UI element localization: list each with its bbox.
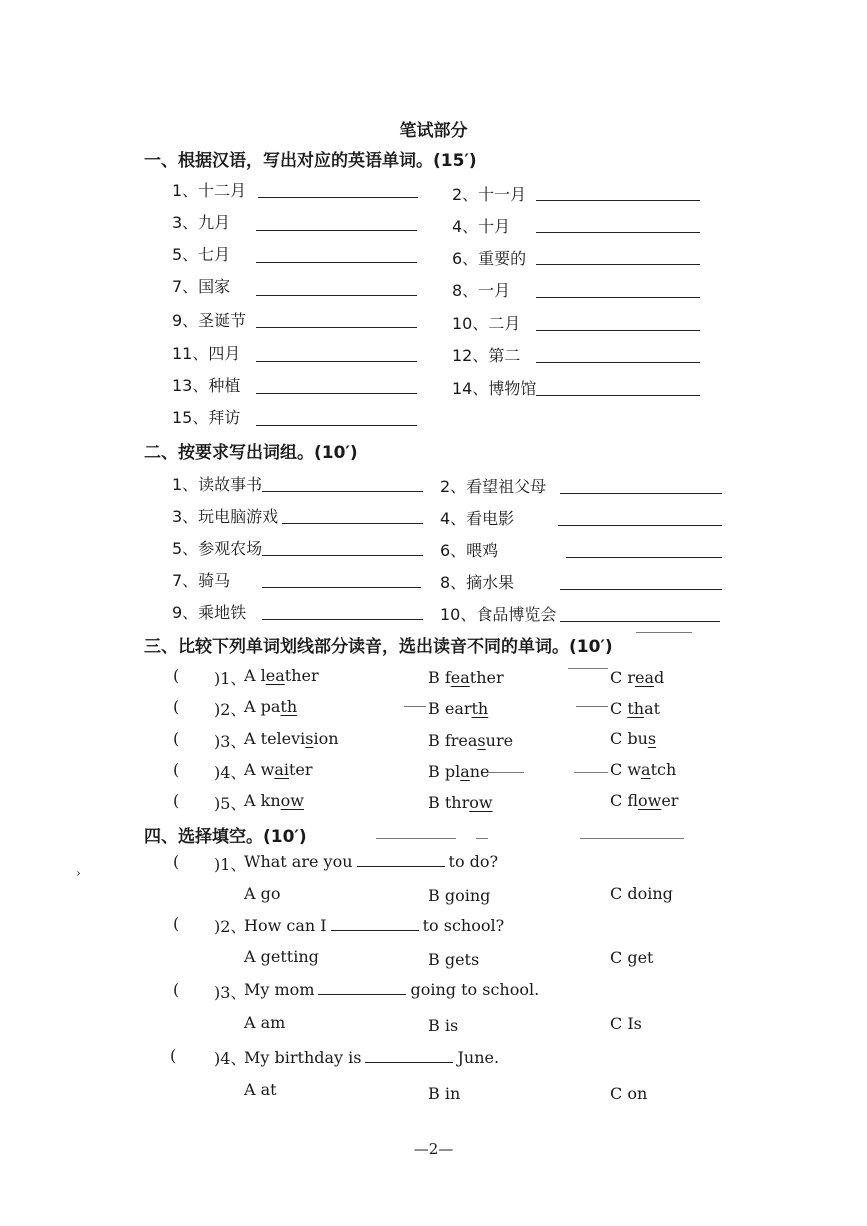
answer-paren[interactable]: ( <box>173 729 180 748</box>
answer-paren[interactable]: ( <box>170 1046 177 1065</box>
s2-answer-blank[interactable] <box>262 555 423 556</box>
s2-answer-blank[interactable] <box>262 619 423 620</box>
s1-answer-blank[interactable] <box>536 330 700 331</box>
s2-answer-blank[interactable] <box>558 525 722 526</box>
option-a: A know <box>244 791 304 810</box>
question-number: )2、 <box>214 917 247 936</box>
option-a: A waiter <box>244 760 313 779</box>
s1-answer-blank[interactable] <box>536 264 700 265</box>
s2-answer-blank[interactable] <box>262 587 421 588</box>
section-3-heading: 三、比较下列单词划线部分读音，选出读音不同的单词。(10′) <box>144 637 613 657</box>
s2-answer-blank[interactable] <box>282 523 423 524</box>
s1-item-label: 4、十月 <box>452 217 511 236</box>
s1-answer-blank[interactable] <box>256 295 417 296</box>
scan-stray-line <box>376 838 456 839</box>
answer-paren[interactable]: ( <box>173 852 180 871</box>
question-number: )4、 <box>214 1049 247 1068</box>
answer-paren[interactable]: ( <box>173 760 180 779</box>
s2-item-label: 9、乘地铁 <box>172 603 247 622</box>
s1-item-label: 12、第二 <box>452 346 521 365</box>
s1-item-label: 8、一月 <box>452 281 511 300</box>
s1-answer-blank[interactable] <box>536 362 700 363</box>
fill-blank[interactable] <box>331 916 419 931</box>
option-c: C flower <box>610 791 679 810</box>
scan-stray-line <box>488 772 524 773</box>
s2-answer-blank[interactable] <box>560 493 722 494</box>
option-a: A am <box>244 1013 286 1032</box>
s1-answer-blank[interactable] <box>536 200 700 201</box>
option-c: C doing <box>610 884 673 903</box>
option-c: C on <box>610 1084 648 1103</box>
option-c: C get <box>610 948 654 967</box>
s2-answer-blank[interactable] <box>262 491 423 492</box>
question-number: )1、 <box>214 855 247 874</box>
s1-item-label: 15、拜访 <box>172 408 241 427</box>
s2-item-label: 4、看电影 <box>440 509 515 528</box>
s1-item-label: 6、重要的 <box>452 249 527 268</box>
s2-item-label: 8、摘水果 <box>440 573 515 592</box>
s2-answer-blank[interactable] <box>560 621 720 622</box>
question-number: )3、 <box>214 983 247 1002</box>
question-number: )4、 <box>214 763 247 782</box>
scan-stray-line <box>580 838 684 839</box>
option-b: B going <box>428 886 491 905</box>
option-a: A at <box>244 1080 277 1099</box>
answer-paren[interactable]: ( <box>173 914 180 933</box>
answer-paren[interactable]: ( <box>173 697 180 716</box>
scan-stray-line <box>636 632 692 633</box>
s1-item-label: 10、二月 <box>452 314 521 333</box>
option-b: B earth <box>428 699 489 718</box>
s2-item-label: 7、骑马 <box>172 571 231 590</box>
s1-item-label: 3、九月 <box>172 213 231 232</box>
s1-answer-blank[interactable] <box>256 393 417 394</box>
s1-item-label: 11、四月 <box>172 344 241 363</box>
question-number: )1、 <box>214 669 247 688</box>
fill-blank[interactable] <box>357 852 445 867</box>
scan-stray-line <box>476 838 488 839</box>
s2-item-label: 1、读故事书 <box>172 475 263 494</box>
s2-item-label: 5、参观农场 <box>172 539 263 558</box>
question-number: )5、 <box>214 794 247 813</box>
s1-answer-blank[interactable] <box>536 232 700 233</box>
s1-answer-blank[interactable] <box>256 361 417 362</box>
section-2-heading: 二、按要求写出词组。(10′) <box>144 443 358 463</box>
s2-item-label: 6、喂鸡 <box>440 541 499 560</box>
option-b: B is <box>428 1016 459 1035</box>
answer-paren[interactable]: ( <box>173 980 180 999</box>
option-b: B in <box>428 1084 461 1103</box>
s1-item-label: 5、七月 <box>172 245 231 264</box>
option-a: A go <box>244 884 281 903</box>
page-number: —2— <box>413 1140 454 1158</box>
s2-item-label: 2、看望祖父母 <box>440 477 547 496</box>
s1-answer-blank[interactable] <box>536 395 700 396</box>
s2-answer-blank[interactable] <box>560 589 722 590</box>
s1-item-label: 9、圣诞节 <box>172 311 247 330</box>
scan-stray-line <box>576 706 608 707</box>
option-a: A path <box>244 697 298 716</box>
answer-paren[interactable]: ( <box>173 666 180 685</box>
s1-item-label: 7、国家 <box>172 277 231 296</box>
answer-paren[interactable]: ( <box>173 791 180 810</box>
option-c: C watch <box>610 760 677 779</box>
question-stem: My birthday is June. <box>244 1048 500 1067</box>
s1-item-label: 13、种植 <box>172 376 241 395</box>
s1-item-label: 2、十一月 <box>452 185 527 204</box>
section-1-heading: 一、根据汉语，写出对应的英语单词。(15′) <box>144 151 477 171</box>
scan-stray-line <box>404 706 426 707</box>
s2-answer-blank[interactable] <box>566 557 722 558</box>
scan-stray-line <box>574 772 608 773</box>
option-c: C bus <box>610 729 657 748</box>
s1-item-label: 14、博物馆 <box>452 379 537 398</box>
s2-item-label: 10、食品博览会 <box>440 605 557 624</box>
option-a: A getting <box>244 947 319 966</box>
s1-answer-blank[interactable] <box>258 197 418 198</box>
option-c: C Is <box>610 1014 642 1033</box>
question-number: )3、 <box>214 732 247 751</box>
fill-blank[interactable] <box>318 980 406 995</box>
option-a: A leather <box>244 666 319 685</box>
scan-stray-line <box>568 668 608 669</box>
option-b: B freasure <box>428 731 514 750</box>
s1-answer-blank[interactable] <box>256 262 417 263</box>
fill-blank[interactable] <box>365 1048 453 1063</box>
s1-answer-blank[interactable] <box>256 230 417 231</box>
s1-item-label: 1、十二月 <box>172 181 247 200</box>
question-stem: How can I to school? <box>244 916 505 935</box>
s1-answer-blank[interactable] <box>256 327 417 328</box>
option-c: C that <box>610 699 661 718</box>
option-a: A television <box>244 729 339 748</box>
question-stem: My mom going to school. <box>244 980 540 999</box>
s1-answer-blank[interactable] <box>256 425 417 426</box>
scan-stray-mark: › <box>76 866 81 880</box>
option-b: B throw <box>428 793 493 812</box>
option-b: B gets <box>428 950 480 969</box>
question-number: )2、 <box>214 700 247 719</box>
s1-answer-blank[interactable] <box>536 297 700 298</box>
s2-item-label: 3、玩电脑游戏 <box>172 507 279 526</box>
section-4-heading: 四、选择填空。(10′) <box>144 827 307 847</box>
option-b: B plane <box>428 762 490 781</box>
option-b: B feather <box>428 668 504 687</box>
option-c: C read <box>610 668 665 687</box>
page-title: 笔试部分 <box>399 121 468 141</box>
question-stem: What are you to do? <box>244 852 499 871</box>
